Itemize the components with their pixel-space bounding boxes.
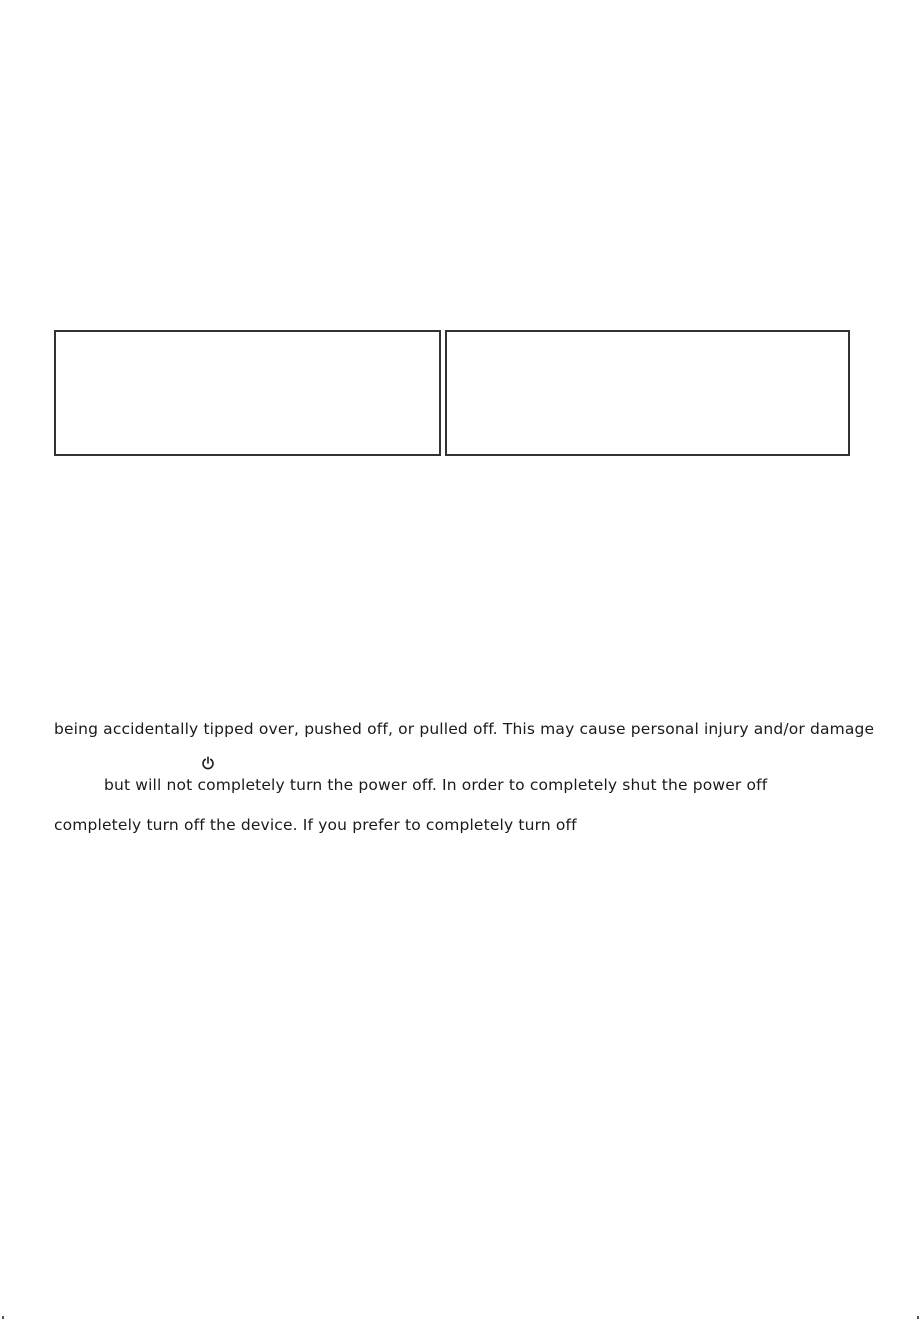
body-text-line-1: being accidentally tipped over, pushed off, or pulled off. This may cause personal injury and/or damage xyxy=(54,720,875,738)
page-edge-mark-left xyxy=(2,1316,4,1319)
page-edge-mark-right xyxy=(917,1316,919,1319)
body-text-line-2: but will not completely turn the power off. In order to completely shut the power off xyxy=(104,776,768,794)
body-text-line-3: completely turn off the device. If you prefer to completely turn off xyxy=(54,816,577,834)
empty-table-cell-left xyxy=(54,330,441,456)
power-icon xyxy=(201,756,215,770)
empty-table-cell-right xyxy=(445,330,850,456)
